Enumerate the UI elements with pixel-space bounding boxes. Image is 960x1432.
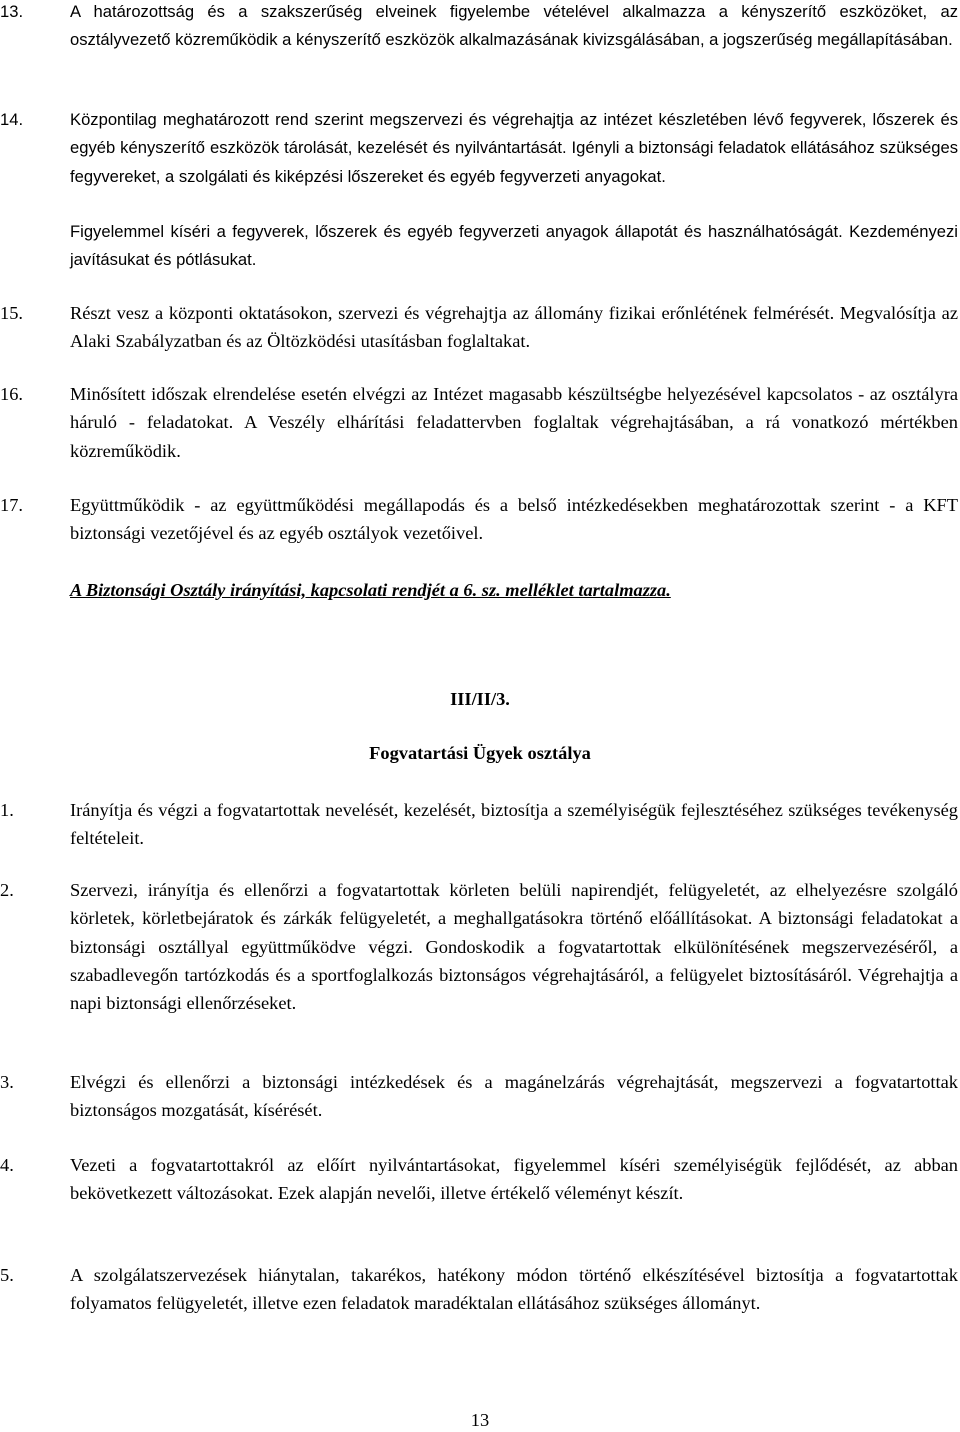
- item-number: 2.: [0, 880, 14, 900]
- section-code: III/II/3.: [450, 689, 510, 709]
- item-number: 3.: [0, 1072, 14, 1092]
- item-number: 16.: [0, 384, 23, 404]
- item-number: 14.: [0, 110, 24, 129]
- item-text: Minősített időszak elrendelése esetén elvégzi az Intézet magasabb készültségbe helyezésével kapcsolatos - az osztályra háruló - feladatokat. A Veszély elhárítási feladattervben foglaltak végrehajtásában, a rá vonatkozó mértékben közreműködik.: [70, 384, 958, 461]
- list-item: [0, 0, 958, 55]
- item-text: Irányítja és végzi a fogvatartottak nevelését, kezelését, biztosítja a személyiségük fejlesztéséhez szükséges tevékenység feltételeit.: [70, 800, 958, 849]
- list-item: [0, 491, 958, 548]
- item-number: 1.: [0, 800, 14, 820]
- item-text: Részt vesz a központi oktatásokon, szervezi és végrehajtja az állomány fizikai erőnlétének felmérését. Megvalósítja az Alaki Szabályzatban és az Öltözködési utasításban foglaltakat.: [70, 303, 958, 352]
- annex-reference-note: A Biztonsági Osztály irányítási, kapcsolati rendjét a 6. sz. melléklet tartalmazza.: [70, 580, 671, 600]
- item-number: 15.: [0, 303, 23, 323]
- section-title: Fogvatartási Ügyek osztálya: [369, 743, 591, 763]
- item-text: A határozottság és a szakszerűség elveinek figyelembe vételével alkalmazza a kényszerítő eszközöket, az osztályvezető közreműködik a kényszerítő eszközök alkalmazásának kivizsgálásában, a jogszerűség megállapításában.: [70, 2, 958, 50]
- list-item: [0, 106, 958, 191]
- list-item: [0, 380, 958, 465]
- item-text: A szolgálatszervezések hiánytalan, takarékos, hatékony módon történő elkészítésével biztosítja a fogvatartottak folyamatos felügyeletét, illetve ezen feladatok maradéktalan ellátásához szükséges állományt.: [70, 1265, 958, 1314]
- item-text: Szervezi, irányítja és ellenőrzi a fogvatartottak körleten belüli napirendjét, felügyeletét, az elhelyezésre szolgáló körletek, körletbejáratok és zárkák felügyeletét, a meghallgatásokra történő előállításokat. A biztonsági feladatokat a biztonsági osztállyal együttműködve végzi. Gondoskodik a fogvatartottak elkülönítésének megszervezéséről, a szabadlevegőn tartózkodás és a sportfoglalkozás biztonságos végrehajtásáról, a felügyelet biztosításáról. Végrehajtja a napi biztonsági ellenőrzéseket.: [70, 880, 958, 1014]
- list-item: [0, 1068, 958, 1125]
- item-text: Elvégzi és ellenőrzi a biztonsági intézkedések és a magánelzárás végrehajtását, megszervezi a fogvatartottak biztonságos mozgatását, kísérését.: [70, 1072, 958, 1121]
- list-item: [0, 1261, 958, 1318]
- list-item: [0, 876, 958, 1017]
- item-number: 4.: [0, 1155, 14, 1175]
- list-item: [0, 796, 958, 853]
- item-number: 13.: [0, 2, 24, 21]
- list-item: [0, 1151, 958, 1208]
- item-text: Együttműködik - az együttműködési megállapodás és a belső intézkedésekben meghatározottak szerint - a KFT biztonsági vezetőjével és az egyéb osztályok vezetőivel.: [70, 495, 958, 544]
- item-text: Vezeti a fogvatartottakról az előírt nyilvántartásokat, figyelemmel kíséri személyiségük fejlődését, az abban bekövetkezett változásokat. Ezek alapján nevelői, illetve értékelő véleményt készít.: [70, 1155, 958, 1204]
- list-item-continuation: [0, 218, 958, 275]
- item-text: Figyelemmel kíséri a fegyverek, lőszerek és egyéb fegyverzeti anyagok állapotát és használhatóságát. Kezdeményezi javításukat és pótlásukat.: [70, 222, 958, 270]
- item-text: Központilag meghatározott rend szerint megszervezi és végrehajtja az intézet készletében lévő fegyverek, lőszerek és egyéb kényszerítő eszközök tárolását, kezelését és nyilvántartását. Igényli a biztonsági feladatok ellátásához szükséges fegyvereket, a szolgálati és kiképzési lőszereket és egyéb fegyverzeti anyagokat.: [70, 110, 958, 186]
- list-item: [0, 299, 958, 356]
- item-number: 5.: [0, 1265, 14, 1285]
- page-number: 13: [470, 1410, 490, 1430]
- item-number: 17.: [0, 495, 23, 515]
